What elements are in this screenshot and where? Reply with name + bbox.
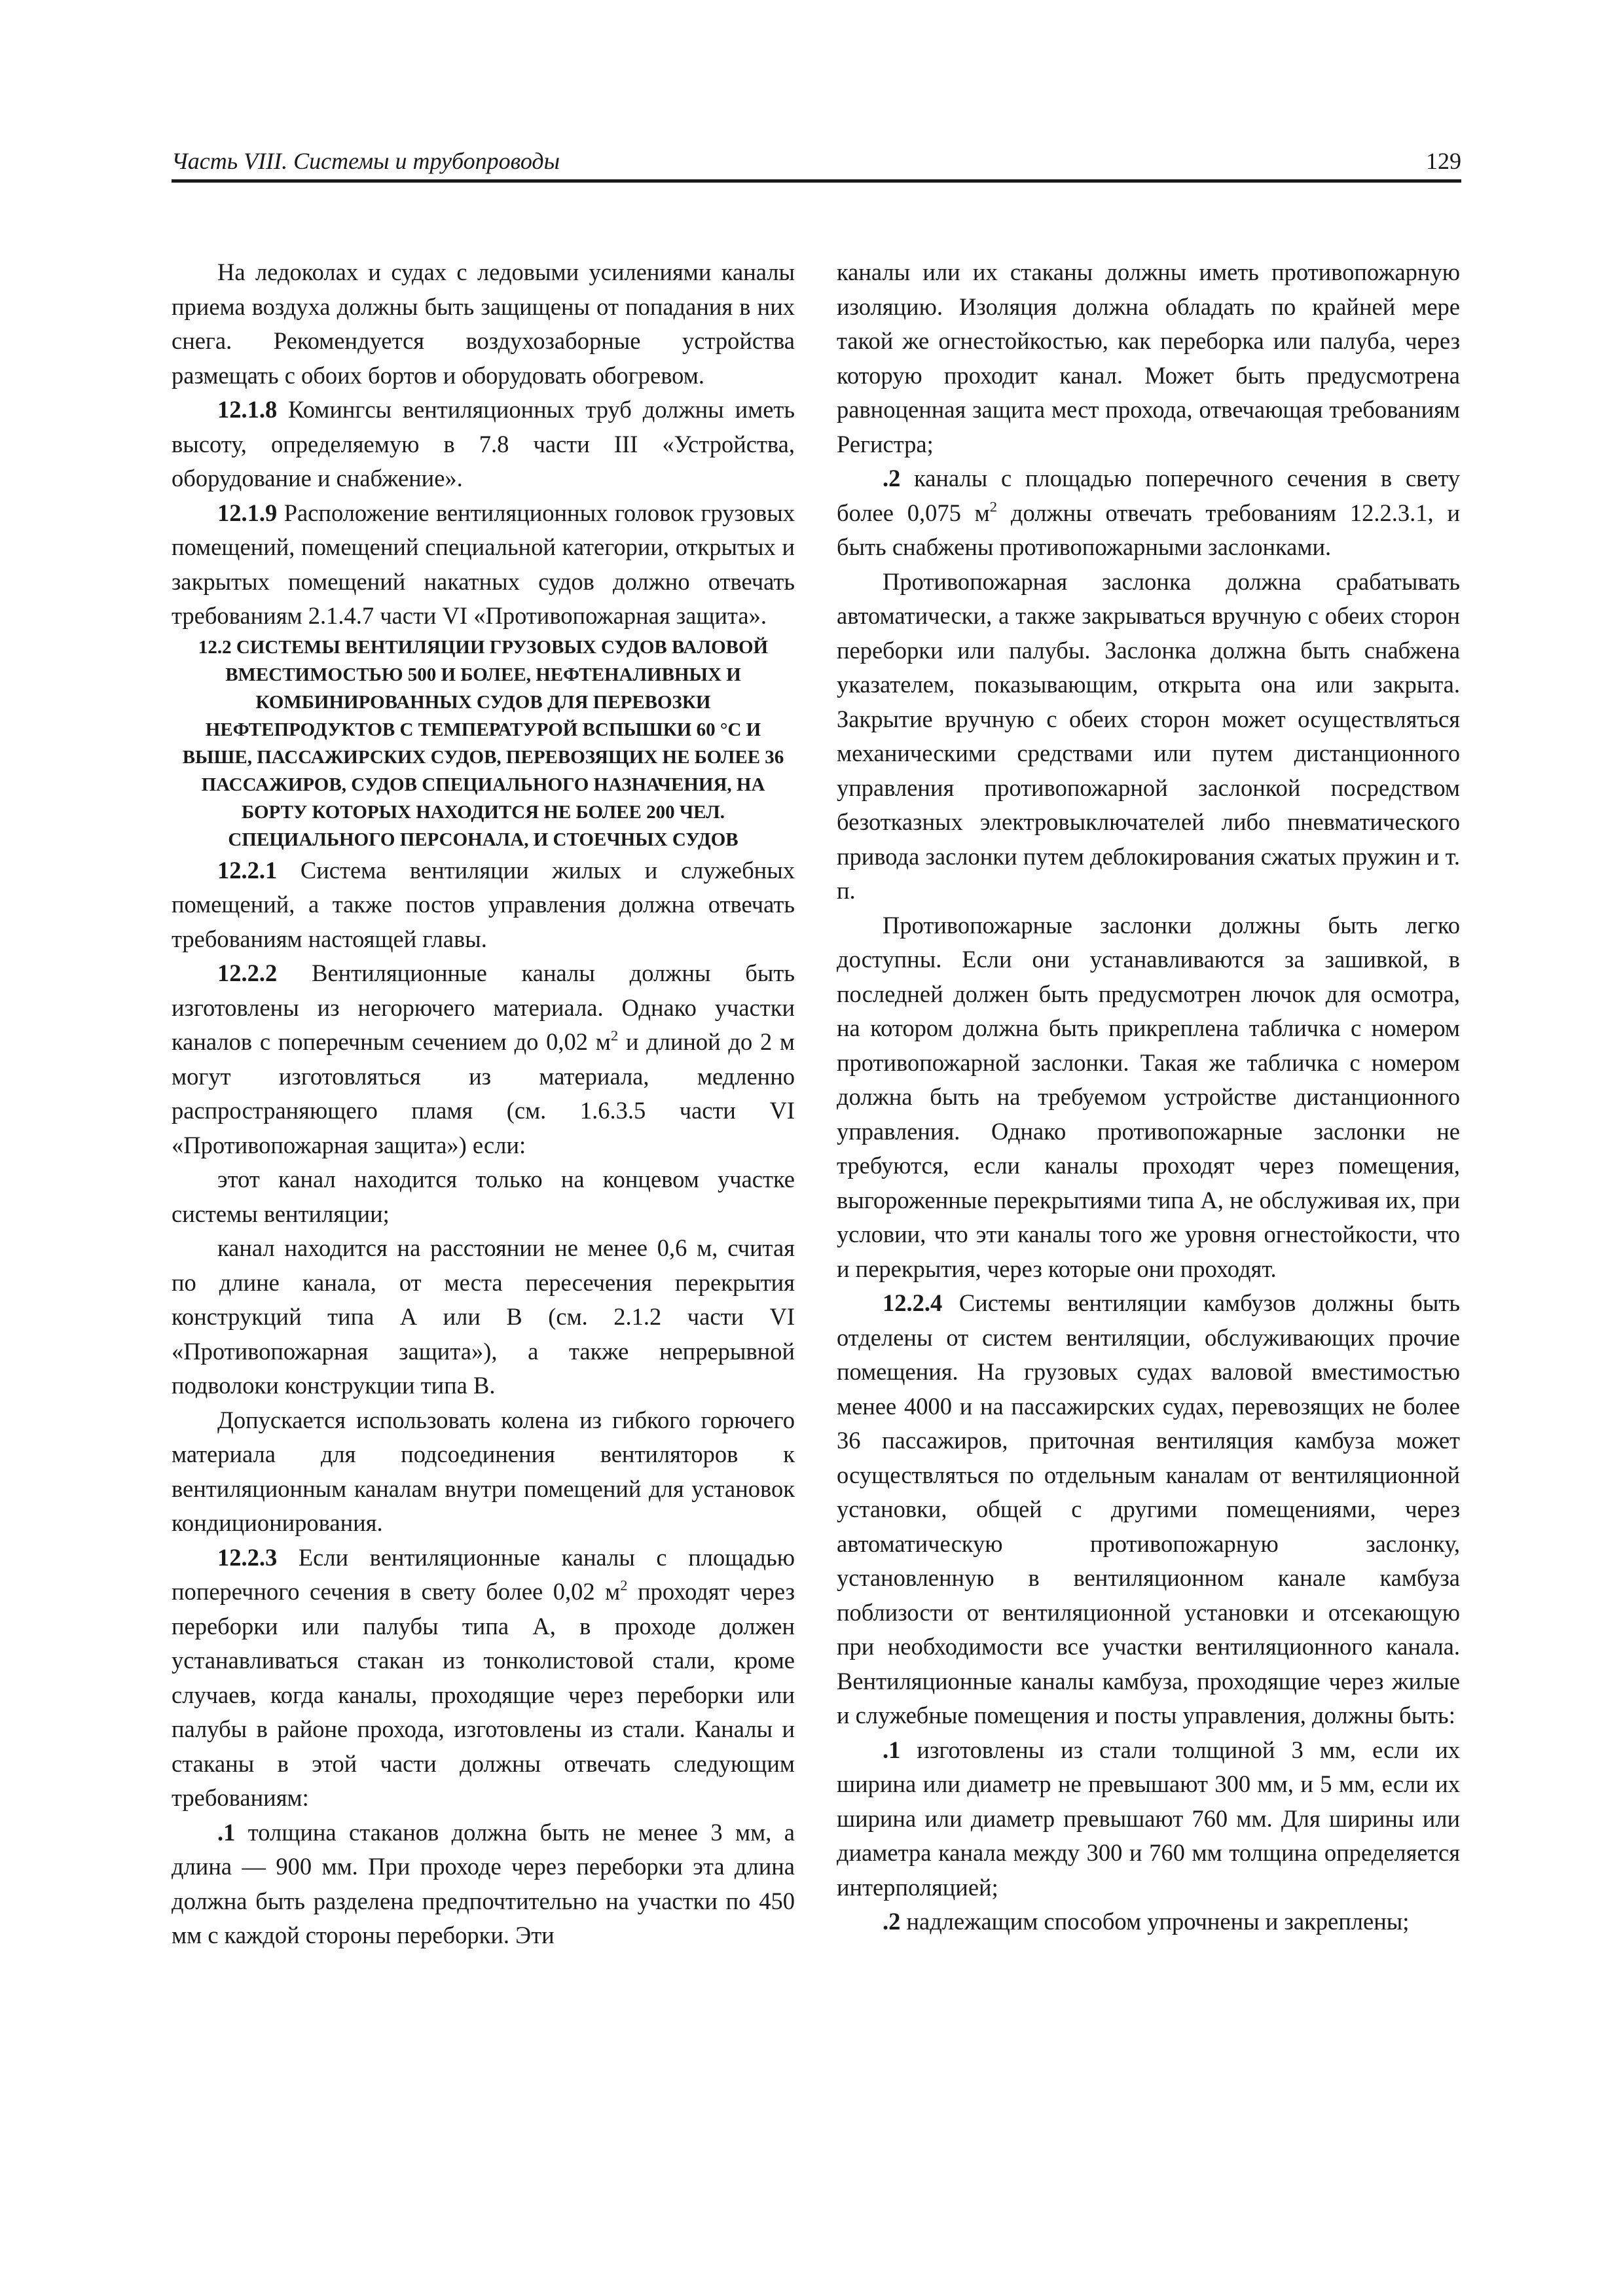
paragraph-12-2-4: 12.2.4 Системы вентиляции камбузов должны быть отделены от систем вентиляции, обслуживающих прочие помещения. На грузовых судах валовой вместимостью менее 4000 и на пассажирских судах, перевозящих не более 36 пассажиров, приточная вентиляция камбуза может осуществляться по отдельным каналам от вентиляционной установки, общей с другими помещениями, через автоматическую противопожарную заслонку, установленную в вентиляционном канале камбуза поблизости от вентиляционной установки и отсекающую при необходимости все участки вентиляционного канала. Вентиляционные каналы камбуза, проходящие через жилые и служебные помещения и посты управления, должны быть: — [837, 1289, 1460, 1729]
paragraph-item-1: .1 изготовлены из стали толщиной 3 мм, если их ширина или диаметр не превышают 300 мм, и 5 мм, если их ширина или диаметр превышают 760 мм. Для ширины или диаметра канала между 300 и 760 мм толщина определяется интерполяцией; — [837, 1736, 1460, 1901]
paragraph-12-2-1: 12.2.1 Система вентиляции жилых и служебных помещений, а также постов управления должна отвечать требованиям настоящей главы. — [172, 856, 795, 952]
clause-number: 12.1.8 — [217, 396, 278, 423]
item-number: .2 — [883, 1908, 901, 1935]
paragraph: этот канал находится только на концевом участке системы вентиляции; — [172, 1166, 795, 1227]
paragraph-12-2-3: 12.2.3 Если вентиляционные каналы с площадью поперечного сечения в свету более 0,02 $м^2$ проходят через переборки или палубы типа А, в проходе должен устанавливаться стакан из тонколистовой стали, кроме случаев, когда каналы, проходящие через переборки или палубы в районе прохода, изготовлены из стали. Каналы и стаканы в этой части должны отвечать следующим требованиям: — [172, 1543, 795, 1811]
paragraph-12-1-8: 12.1.8 Комингсы вентиляционных труб должны иметь высоту, определяемую в 7.8 части III «Устройства, оборудование и снабжение». — [172, 396, 795, 492]
clause-number: 12.2.1 — [217, 856, 278, 884]
paragraph: Допускается использовать колена из гибкого горючего материала для подсоединения вентиляторов к вентиляционным каналам внутри помещений для установок кондиционирования. — [172, 1406, 795, 1536]
paragraph-12-2-2: 12.2.2 Вентиляционные каналы должны быть изготовлены из негорючего материала. Однако участки каналов с поперечным сечением до 0,02 $м^2$ и длиной до 2 м могут изготовляться из материала, медленно распространяющего пламя (см. 1.6.3.5 части VI «Противопожарная защита») если: — [172, 960, 795, 1158]
section-heading: 12.2 СИСТЕМЫ ВЕНТИЛЯЦИИ ГРУЗОВЫХ СУДОВ ВАЛОВОЙ ВМЕСТИМОСТЬЮ 500 И БОЛЕЕ, НЕФТЕНАЛИВНЫХ И КОМБИНИРОВАННЫХ СУДОВ ДЛЯ ПЕРЕВОЗКИ НЕФТЕПРОДУКТОВ С ТЕМПЕРАТУРОЙ ВСПЫШКИ 60 °С И ВЫШЕ, ПАССАЖИРСКИХ СУДОВ, ПЕРЕВОЗЯЩИХ НЕ БОЛЕЕ 36 ПАССАЖИРОВ, СУДОВ СПЕЦИАЛЬНОГО НАЗНАЧЕНИЯ, НА БОРТУ КОТОРЫХ НАХОДИТСЯ НЕ БОЛЕЕ 200 ЧЕЛ. СПЕЦИАЛЬНОГО ПЕРСОНАЛА, И СТОЕЧНЫХ СУДОВ — [182, 636, 784, 850]
paragraph-item-2: .2 надлежащим способом упрочнены и закреплены; — [883, 1908, 1410, 1935]
page-header — [172, 143, 1461, 183]
clause-number: 12.2.4 — [883, 1289, 943, 1316]
paragraph-continued: каналы или их стаканы должны иметь противопожарную изоляцию. Изоляция должна обладать по крайней мере такой же огнестойкостью, как переборка или палуба, через которую проходит канал. Может быть предусмотрена равноценная защита мест прохода, отвечающая требованиям Регистра; — [837, 259, 1460, 457]
running-title: Часть VIII. Системы и трубопроводы — [172, 148, 560, 174]
paragraph: Противопожарные заслонки должны быть легко доступны. Если они устанавливаются за зашивкой, в последней должен быть предусмотрен лючок для осмотра, на котором должна быть прикреплена табличка с номером противопожарной заслонки. Такая же табличка с номером должна быть на требуемом устройстве дистанционного управления. Однако противопожарные заслонки не требуются, если каналы проходят через помещения, выгороженные перекрытиями типа А, не обслуживая их, при условии, что эти каналы того же уровня огнестойкости, что и перекрытия, через которые они проходят. — [837, 911, 1460, 1282]
paragraph: канал находится на расстоянии не менее 0,6 м, считая по длине канала, от места пересечения перекрытия конструкций типа А или В (см. 2.1.2 части VI «Противопожарная защита»), а также непрерывной подволоки конструкции типа В. — [172, 1234, 795, 1399]
paragraph-item-2: .2 каналы с площадью поперечного сечения в свету более 0,075 $м^2$ должны отвечать требованиям 12.2.3.1, и быть снабжены противопожарными заслонками. — [837, 465, 1460, 560]
paragraph-item-1: .1 толщина стаканов должна быть не менее 3 мм, а длина — 900 мм. При проходе через переборки эта длина должна быть разделена предпочтительно на участки по 450 мм с каждой стороны переборки. Эти — [172, 1818, 795, 1948]
left-column — [172, 255, 795, 1953]
clause-number: 12.2.2 — [217, 960, 278, 986]
paragraph-12-1-9: 12.1.9 Расположение вентиляционных головок грузовых помещений, помещений специальной категории, открытых и закрытых помещений накатных судов должно отвечать требованиям 2.1.4.7 части VI «Противопожарная защита». — [172, 499, 795, 629]
clause-number: 12.1.9 — [217, 499, 278, 526]
item-number: .2 — [883, 465, 901, 492]
item-number: .1 — [883, 1736, 901, 1763]
item-number: .1 — [217, 1818, 236, 1846]
paragraph: На ледоколах и судах с ледовыми усилениями каналы приема воздуха должны быть защищены от попадания в них снега. Рекомендуется воздухозаборные устройства размещать с обоих бортов и оборудовать обогревом. — [172, 259, 795, 389]
paragraph: Противопожарная заслонка должна срабатывать автоматически, а также закрываться вручную с обеих сторон переборки или палубы. Заслонка должна быть снабжена указателем, показывающим, открыта она или закрыта. Закрытие вручную с обеих сторон может осуществляться механическими средствами или путем дистанционного управления противопожарной заслонкой посредством безотказных электровыключателей либо пневматического привода заслонки путем деблокирования сжатых пружин и т. п. — [837, 567, 1460, 904]
clause-number: 12.2.3 — [217, 1543, 278, 1571]
page-number: 129 — [1426, 148, 1461, 174]
right-column — [837, 255, 1460, 1939]
